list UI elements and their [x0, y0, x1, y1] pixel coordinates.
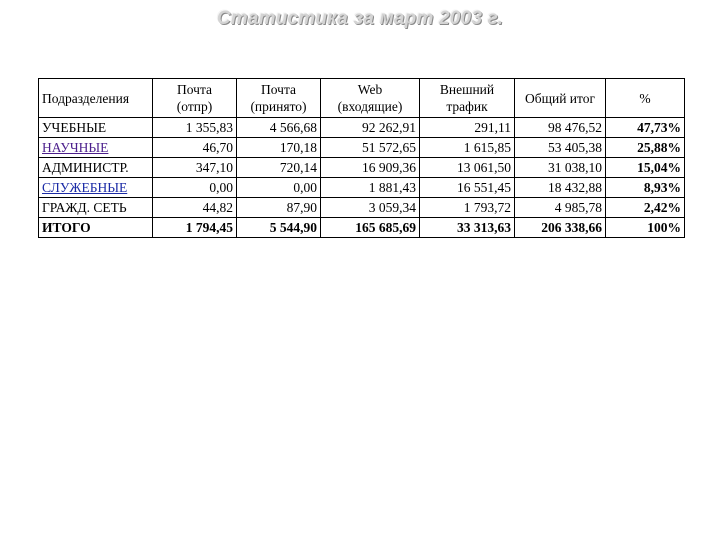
- totals-name: ИТОГО: [39, 218, 153, 238]
- cell-web: 16 909,36: [321, 158, 420, 178]
- cell-total: 53 405,38: [515, 138, 606, 158]
- cell-total: 31 038,10: [515, 158, 606, 178]
- header-percent: %: [606, 79, 685, 118]
- cell-mail-received: 87,90: [237, 198, 321, 218]
- cell-mail-received: 4 566,68: [237, 118, 321, 138]
- header-departments: Подразделения: [39, 79, 153, 118]
- row-name: АДМИНИСТР.: [39, 158, 153, 178]
- cell-external: 1 615,85: [420, 138, 515, 158]
- cell-external: 13 061,50: [420, 158, 515, 178]
- total-grand: 206 338,66: [515, 218, 606, 238]
- table-row: [39, 178, 685, 198]
- cell-external: 1 793,72: [420, 198, 515, 218]
- header-mail-received: Почта (принято): [237, 79, 321, 118]
- total-web: 165 685,69: [321, 218, 420, 238]
- table-row: [39, 138, 685, 158]
- cell-web: 51 572,65: [321, 138, 420, 158]
- row-name-link[interactable]: [39, 138, 153, 158]
- cell-total: 98 476,52: [515, 118, 606, 138]
- cell-web: 3 059,34: [321, 198, 420, 218]
- cell-external: 16 551,45: [420, 178, 515, 198]
- slide-title: Статистика за март 2003 г.: [216, 8, 504, 29]
- total-mail-sent: 1 794,45: [153, 218, 237, 238]
- cell-percent: 2,42%: [606, 198, 685, 218]
- table-row: [39, 198, 685, 218]
- row-name: УЧЕБНЫЕ: [39, 118, 153, 138]
- cell-mail-received: 170,18: [237, 138, 321, 158]
- header-external-traffic: Внешний трафик: [420, 79, 515, 118]
- statistics-table: [38, 78, 685, 238]
- cell-web: 92 262,91: [321, 118, 420, 138]
- table-header-row: [39, 79, 685, 118]
- cell-mail-received: 0,00: [237, 178, 321, 198]
- total-mail-received: 5 544,90: [237, 218, 321, 238]
- cell-external: 291,11: [420, 118, 515, 138]
- totals-row: [39, 218, 685, 238]
- cell-percent: 47,73%: [606, 118, 685, 138]
- scientific-link[interactable]: НАУЧНЫЕ: [42, 139, 109, 155]
- row-name-link[interactable]: [39, 178, 153, 198]
- cell-mail-sent: 46,70: [153, 138, 237, 158]
- cell-mail-sent: 1 355,83: [153, 118, 237, 138]
- header-mail-sent: Почта (отпр): [153, 79, 237, 118]
- cell-mail-sent: 0,00: [153, 178, 237, 198]
- header-grand-total: Общий итог: [515, 79, 606, 118]
- cell-web: 1 881,43: [321, 178, 420, 198]
- table-row: [39, 118, 685, 138]
- total-percent: 100%: [606, 218, 685, 238]
- table-row: [39, 158, 685, 178]
- header-web-incoming: Web (входящие): [321, 79, 420, 118]
- cell-percent: 15,04%: [606, 158, 685, 178]
- cell-mail-sent: 347,10: [153, 158, 237, 178]
- row-name: ГРАЖД. СЕТЬ: [39, 198, 153, 218]
- cell-mail-received: 720,14: [237, 158, 321, 178]
- service-link[interactable]: СЛУЖЕБНЫЕ: [42, 179, 128, 195]
- cell-total: 4 985,78: [515, 198, 606, 218]
- cell-percent: 25,88%: [606, 138, 685, 158]
- cell-percent: 8,93%: [606, 178, 685, 198]
- total-external: 33 313,63: [420, 218, 515, 238]
- cell-mail-sent: 44,82: [153, 198, 237, 218]
- cell-total: 18 432,88: [515, 178, 606, 198]
